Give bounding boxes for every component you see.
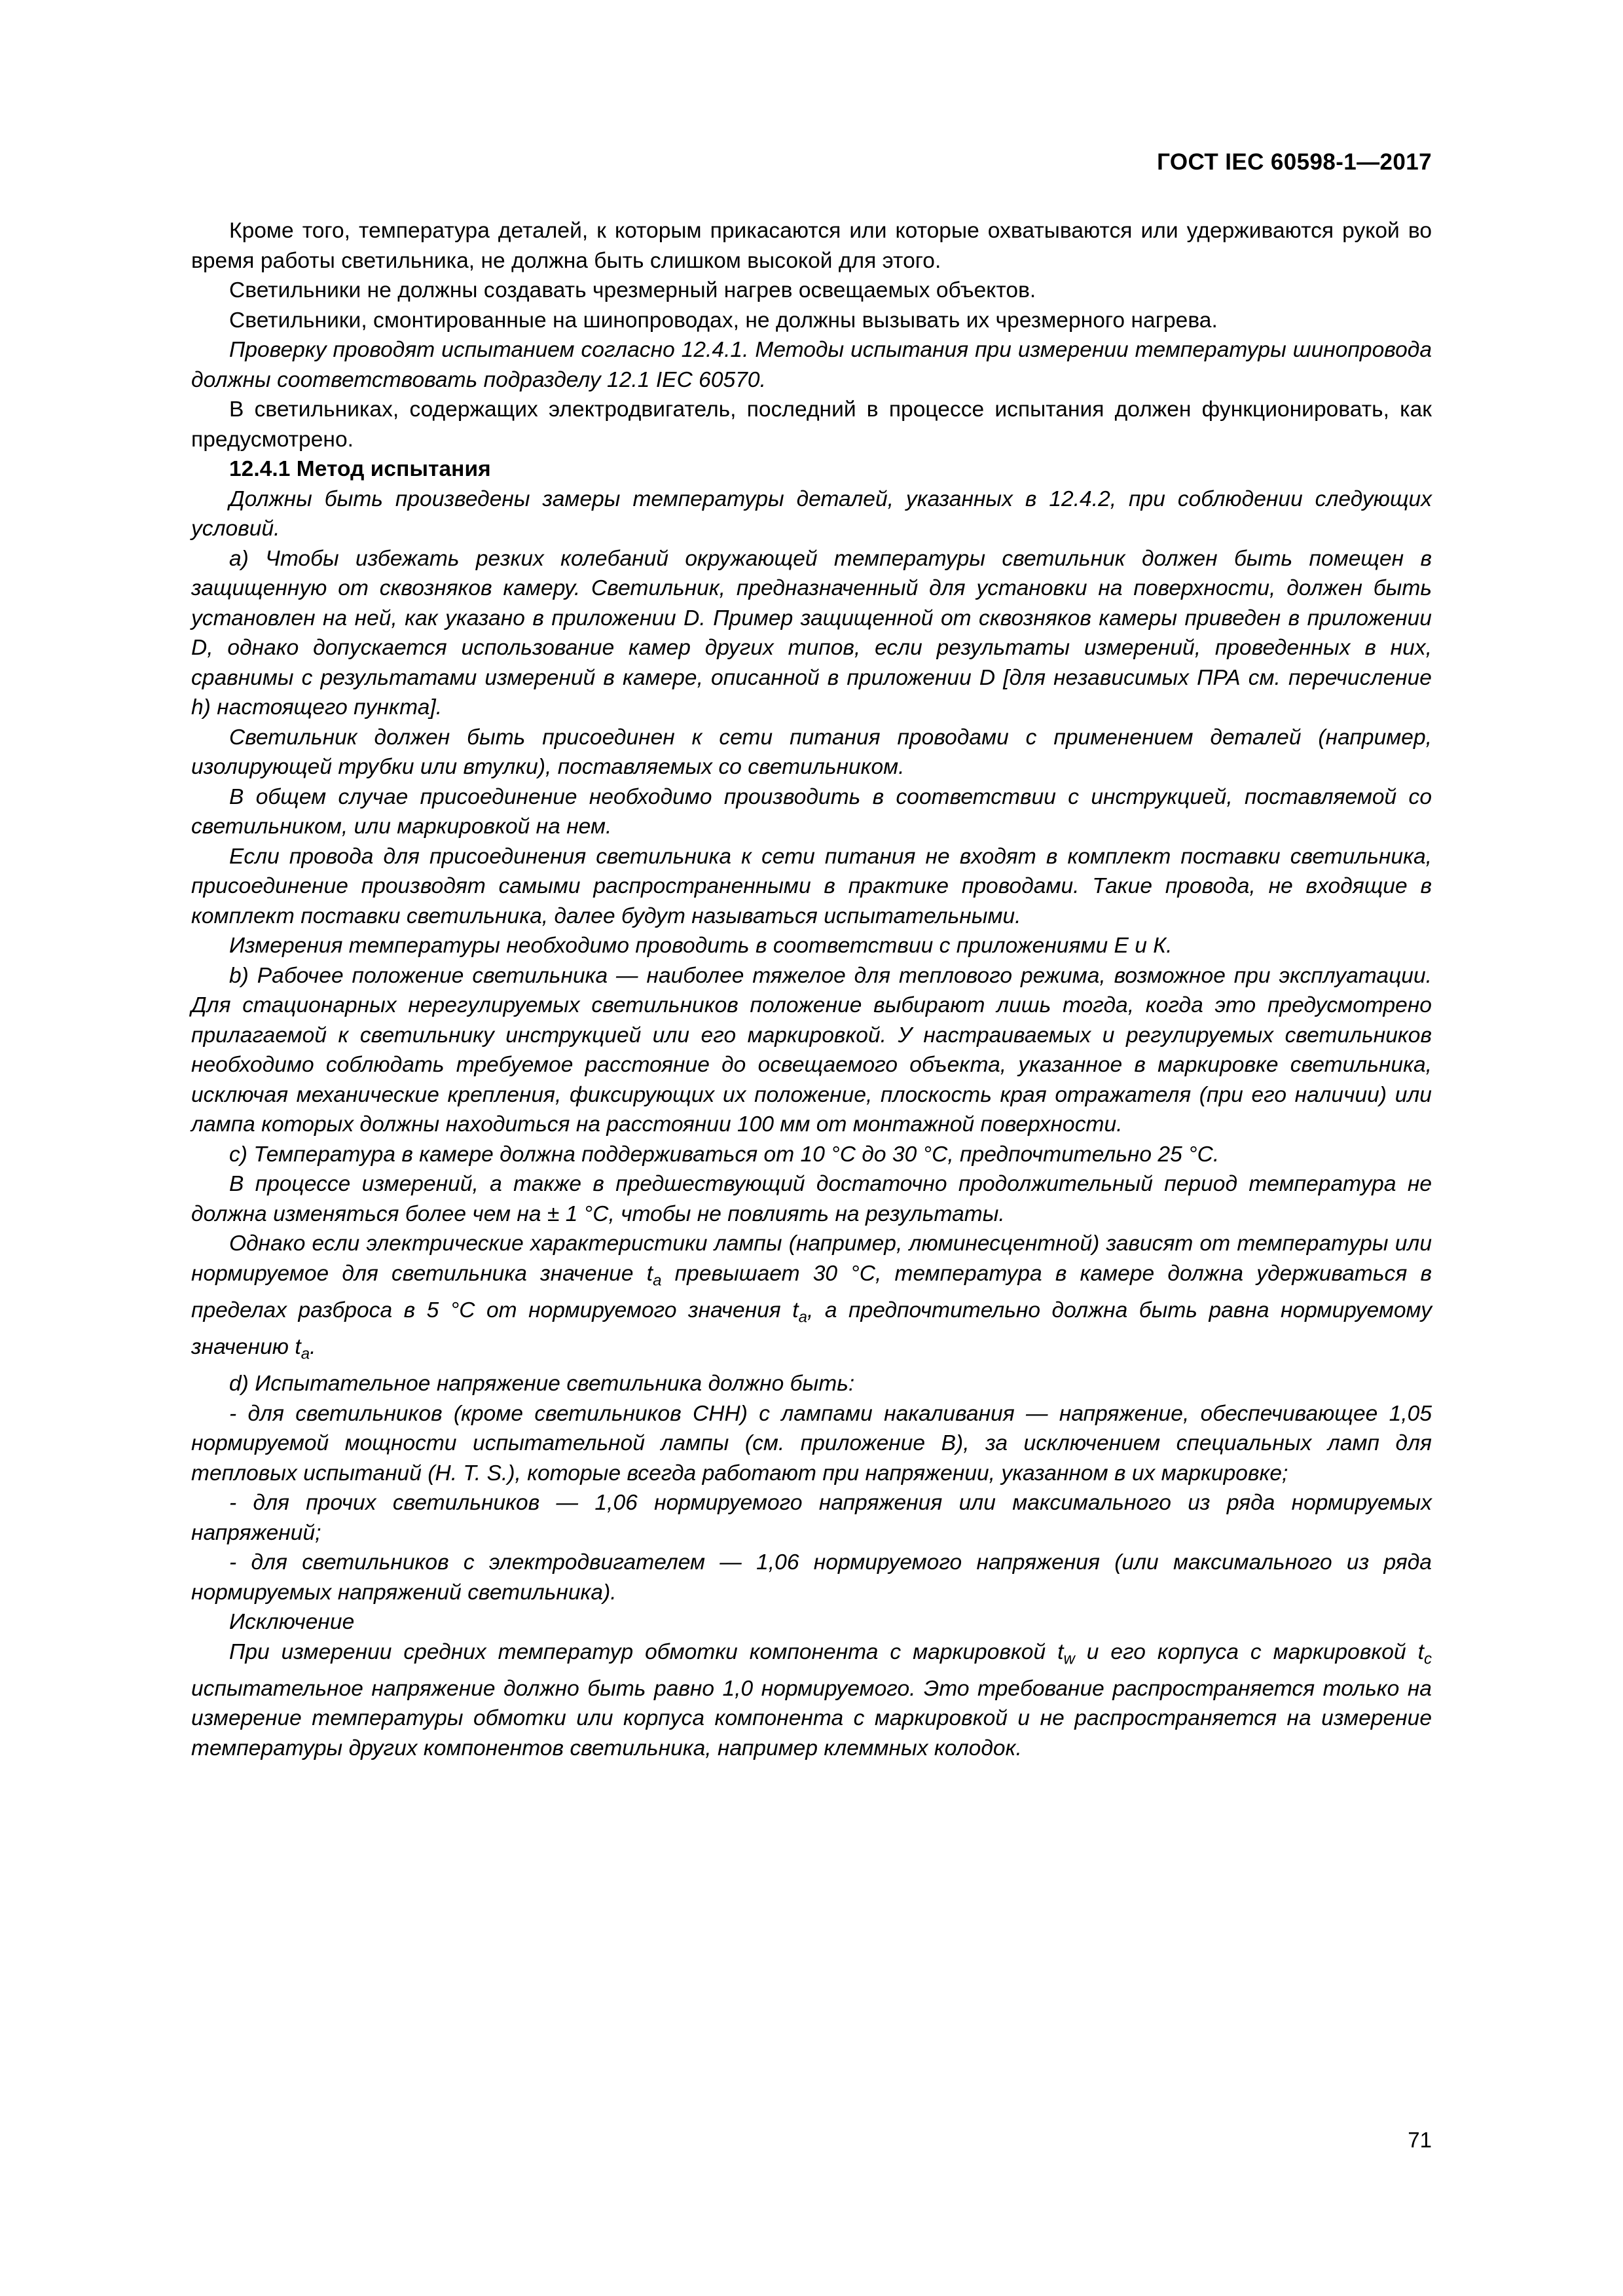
paragraph-4: Проверку проводят испытанием согласно 12.4.1. Методы испытания при измерении температуры шинопровода должны соответствовать подразделу 12.1 IEC 60570. [191,338,1432,392]
paragraph-15-text-2: превышает 30 °С, температура в камере должна удерживаться в пределах разброса в 5 °C от нормируемого значения t [191,1261,1432,1322]
paragraph-7-item-a: a) Чтобы избежать резких колебаний окружающей температуры светильник должен быть помещен в защищенную от сквозняков камеру. Светильник, предназначенный для установки на поверхности, должен быть установлен на ней, как указано в приложении D. Пример защищенной от сквозняков камеры приведен в приложении D, однако допускается использование камер других типов, если результаты измерений, проведенных в них, сравнимы с результатами измерений в камере, описанной в приложении D [для независимых ПРА см. перечисление h) настоящего пункта]. [191,546,1432,720]
paragraph-9: В общем случае присоединение необходимо производить в соответствии с инструкцией, поставляемой со светильником, или маркировкой на нем. [191,784,1432,839]
page-body-text [191,216,1432,1763]
paragraph-10: Если провода для присоединения светильника к сети питания не входят в комплект поставки светильника, присоединение производят самыми распространенными в практике проводами. Такие провода, не входящие в комплект поставки светильника, далее будут называться испытательными. [191,844,1432,928]
paragraph-21-text-2: и его корпуса с маркировкой t [1074,1639,1424,1664]
paragraph-15-text-3: , а предпочтительно должна быть равна нормируемому значению t [191,1298,1432,1359]
paragraph-21-exception-text [191,1637,1432,1764]
subscript-tc: c [1423,1650,1432,1668]
paragraph-21-text-1: При измерении средних температур обмотки компонента с маркировкой t [229,1639,1064,1664]
paragraph-11: Измерения температуры необходимо проводить в соответствии с приложениями Е и К. [229,934,1173,958]
paragraph-1: Кроме того, температура деталей, к которым прикасаются или которые охватываются или удерживаются рукой во время работы светильника, не должна быть слишком высокой для этого. [191,219,1432,273]
paragraph-5: В светильниках, содержащих электродвигатель, последний в процессе испытания должен функционировать, как предусмотрено. [191,397,1432,452]
paragraph-16-item-d: d) Испытательное напряжение светильника должно быть: [229,1372,855,1396]
subscript-tw: w [1063,1650,1075,1668]
subscript-ta-1: a [653,1271,662,1290]
paragraph-20-exception-label: Исключение [229,1610,355,1635]
paragraph-15-text-4: . [310,1334,316,1359]
paragraph-3: Светильники, смонтированные на шинопроводах, не должны вызывать их чрезмерного нагрева. [229,308,1218,333]
paragraph-19-dash-3: - для светильников с электродвигателем — 1,06 нормируемого напряжения (или максимального из ряда нормируемых напряжений светильника). [191,1550,1432,1605]
paragraph-14: В процессе измерений, а также в предшествующий достаточно продолжительный период температура не должна изменяться более чем на ± 1 °С, чтобы не повлиять на результаты. [191,1172,1432,1226]
paragraph-21-text-3: испытательное напряжение должно быть равно 1,0 нормируемого. Это требование распространяется только на измерение температуры обмотки или корпуса компонента с маркировкой и не распространяется на измерение температуры других компонентов светильника, например клеммных колодок. [191,1676,1432,1760]
paragraph-12-item-b: b) Рабочее положение светильника — наиболее тяжелое для теплового режима, возможное при эксплуатации. Для стационарных нерегулируемых светильников положение выбирают лишь тогда, когда это предусмотрено прилагаемой к светильнику инструкцией или его маркировкой. У настраиваемых и регулируемых светильников необходимо соблюдать требуемое расстояние до освещаемого объекта, указанное в маркировке светильника, исключая механические крепления, фиксирующих их положение, плоскость края отражателя (при его наличии) или лампа которых должны находиться на расстоянии 100 мм от монтажной поверхности. [191,963,1432,1137]
paragraph-2: Светильники не должны создавать чрезмерный нагрев освещаемых объектов. [229,278,1036,302]
page-header-standard-number: ГОСТ IEC 60598-1—2017 [1157,149,1432,175]
heading-12-4-1: 12.4.1 Метод испытания [229,457,491,481]
paragraph-6: Должны быть произведены замеры температуры деталей, указанных в 12.4.2, при соблюдении следующих условий. [191,486,1432,541]
paragraph-18-dash-2: - для прочих светильников — 1,06 нормируемого напряжения или максимального из ряда нормируемых напряжений; [191,1491,1432,1545]
subscript-ta-2: a [798,1308,808,1326]
page-number: 71 [1408,2128,1432,2152]
subscript-ta-3: a [301,1345,310,1363]
paragraph-13-item-c: c) Температура в камере должна поддерживаться от 10 °C до 30 °C, предпочтительно 25 °C. [229,1142,1220,1167]
paragraph-8: Светильник должен быть присоединен к сети питания проводами с применением деталей (например, изолирующей трубки или втулки), поставляемых со светильником. [191,725,1432,779]
paragraph-15-ta-note [191,1229,1432,1369]
paragraph-15-text-1: Однако если электрические характеристики лампы (например, люминесцентной) зависят от температуры или нормируемое для светильника значение t [191,1231,1432,1286]
paragraph-17-dash-1: - для светильников (кроме светильников СНН) с лампами накаливания — напряжение, обеспечивающее 1,05 нормируемой мощности испытательной лампы (см. приложение В), за исключением специальных ламп для тепловых испытаний (H. T. S.), которые всегда работают при напряжении, указанном в их маркировке; [191,1401,1432,1485]
